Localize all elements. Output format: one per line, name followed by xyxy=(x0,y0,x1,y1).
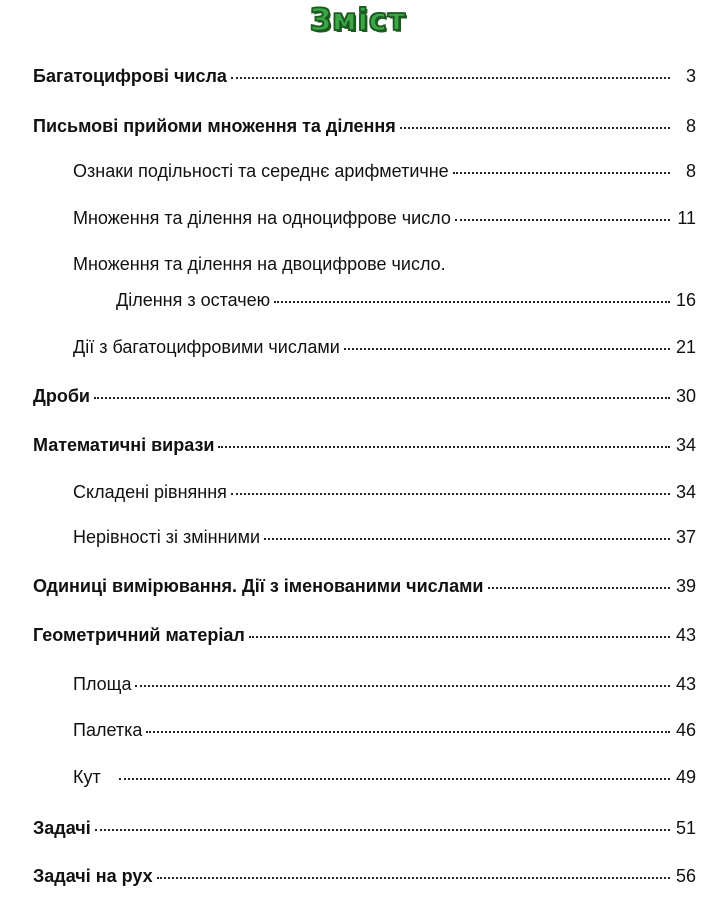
dot-leader xyxy=(94,397,670,399)
toc-entry-label: Геометричний матеріал xyxy=(33,625,245,645)
dot-leader xyxy=(218,446,670,448)
dot-leader xyxy=(453,172,670,174)
toc-entry-label[interactable]: Множення та ділення на двоцифрове число. xyxy=(73,254,446,274)
toc-page-number: 43 xyxy=(675,674,696,694)
toc-subentry[interactable] xyxy=(0,716,716,742)
toc-subentry[interactable] xyxy=(0,763,716,789)
dot-leader xyxy=(119,778,670,780)
toc-entry-label: Складені рівняння xyxy=(73,482,227,502)
toc-entry[interactable] xyxy=(0,814,716,840)
toc-subentry[interactable] xyxy=(0,478,716,504)
toc-entry[interactable] xyxy=(0,572,716,598)
toc-page-number: 16 xyxy=(675,290,696,310)
toc-entry[interactable] xyxy=(0,112,716,138)
toc-entry-label: Математичні вирази xyxy=(33,435,215,455)
toc-page-number: 37 xyxy=(675,527,696,547)
dot-leader xyxy=(157,877,670,879)
toc-entry-label: Нерівності зі змінними xyxy=(73,527,261,547)
toc-entry-label: Палетка xyxy=(73,720,143,740)
dot-leader xyxy=(400,127,670,129)
toc-entry[interactable] xyxy=(0,431,716,457)
toc-page-number: 49 xyxy=(675,767,696,787)
toc-subentry[interactable] xyxy=(0,286,716,312)
toc-page-number: 30 xyxy=(675,386,696,406)
toc-subentry[interactable] xyxy=(0,523,716,549)
toc-entry[interactable] xyxy=(0,621,716,647)
toc-entry[interactable] xyxy=(0,862,716,888)
toc-subentry[interactable] xyxy=(0,204,716,230)
toc-entry-label: Множення та ділення на одноцифрове число xyxy=(73,208,451,228)
toc-page-number: 43 xyxy=(675,625,696,645)
dot-leader xyxy=(455,219,670,221)
toc-page-number: 34 xyxy=(675,482,696,502)
toc-subentry[interactable] xyxy=(0,333,716,359)
toc-page-number: 46 xyxy=(675,720,696,740)
toc-page-number: 21 xyxy=(675,337,696,357)
toc-entry[interactable] xyxy=(0,62,716,88)
toc-entry-label: Дії з багатоцифровими числами xyxy=(73,337,340,357)
toc-entry-label: Кут xyxy=(73,767,101,787)
toc-entry[interactable] xyxy=(0,382,716,408)
dot-leader xyxy=(146,731,670,733)
toc-page-number: 51 xyxy=(675,818,696,838)
dot-leader xyxy=(231,77,670,79)
toc-subentry[interactable] xyxy=(0,157,716,183)
toc-page-number: 39 xyxy=(675,576,696,596)
toc-entry-label: Задачі на рух xyxy=(33,866,153,886)
toc-entry-label: Багатоцифрові числа xyxy=(33,66,227,86)
page-title: Зміст xyxy=(309,3,407,38)
dot-leader xyxy=(274,301,670,303)
toc-entry-label: Задачі xyxy=(33,818,91,838)
toc-entry-label: Одиниці вимірювання. Дії з іменованими числами xyxy=(33,576,484,596)
toc-entry-label: Ділення з остачею xyxy=(116,290,271,310)
toc-entry-label: Площа xyxy=(73,674,132,694)
toc-page-number: 8 xyxy=(685,161,696,181)
toc-page-number: 8 xyxy=(685,116,696,136)
toc-page-number: 11 xyxy=(677,208,696,228)
toc-entry-label: Ознаки подільності та середнє арифметичне xyxy=(73,161,449,181)
toc-page-number: 56 xyxy=(675,866,696,886)
dot-leader xyxy=(231,493,670,495)
dot-leader xyxy=(249,636,670,638)
toc-page-number: 34 xyxy=(675,435,696,455)
toc-entry-label: Письмові прийоми множення та ділення xyxy=(33,116,396,136)
dot-leader xyxy=(488,587,671,589)
toc-subentry[interactable] xyxy=(0,670,716,696)
toc-entry-label: Дроби xyxy=(33,386,90,406)
dot-leader xyxy=(344,348,670,350)
dot-leader xyxy=(264,538,670,540)
dot-leader xyxy=(135,685,670,687)
dot-leader xyxy=(95,829,670,831)
toc-page-number: 3 xyxy=(685,66,696,86)
